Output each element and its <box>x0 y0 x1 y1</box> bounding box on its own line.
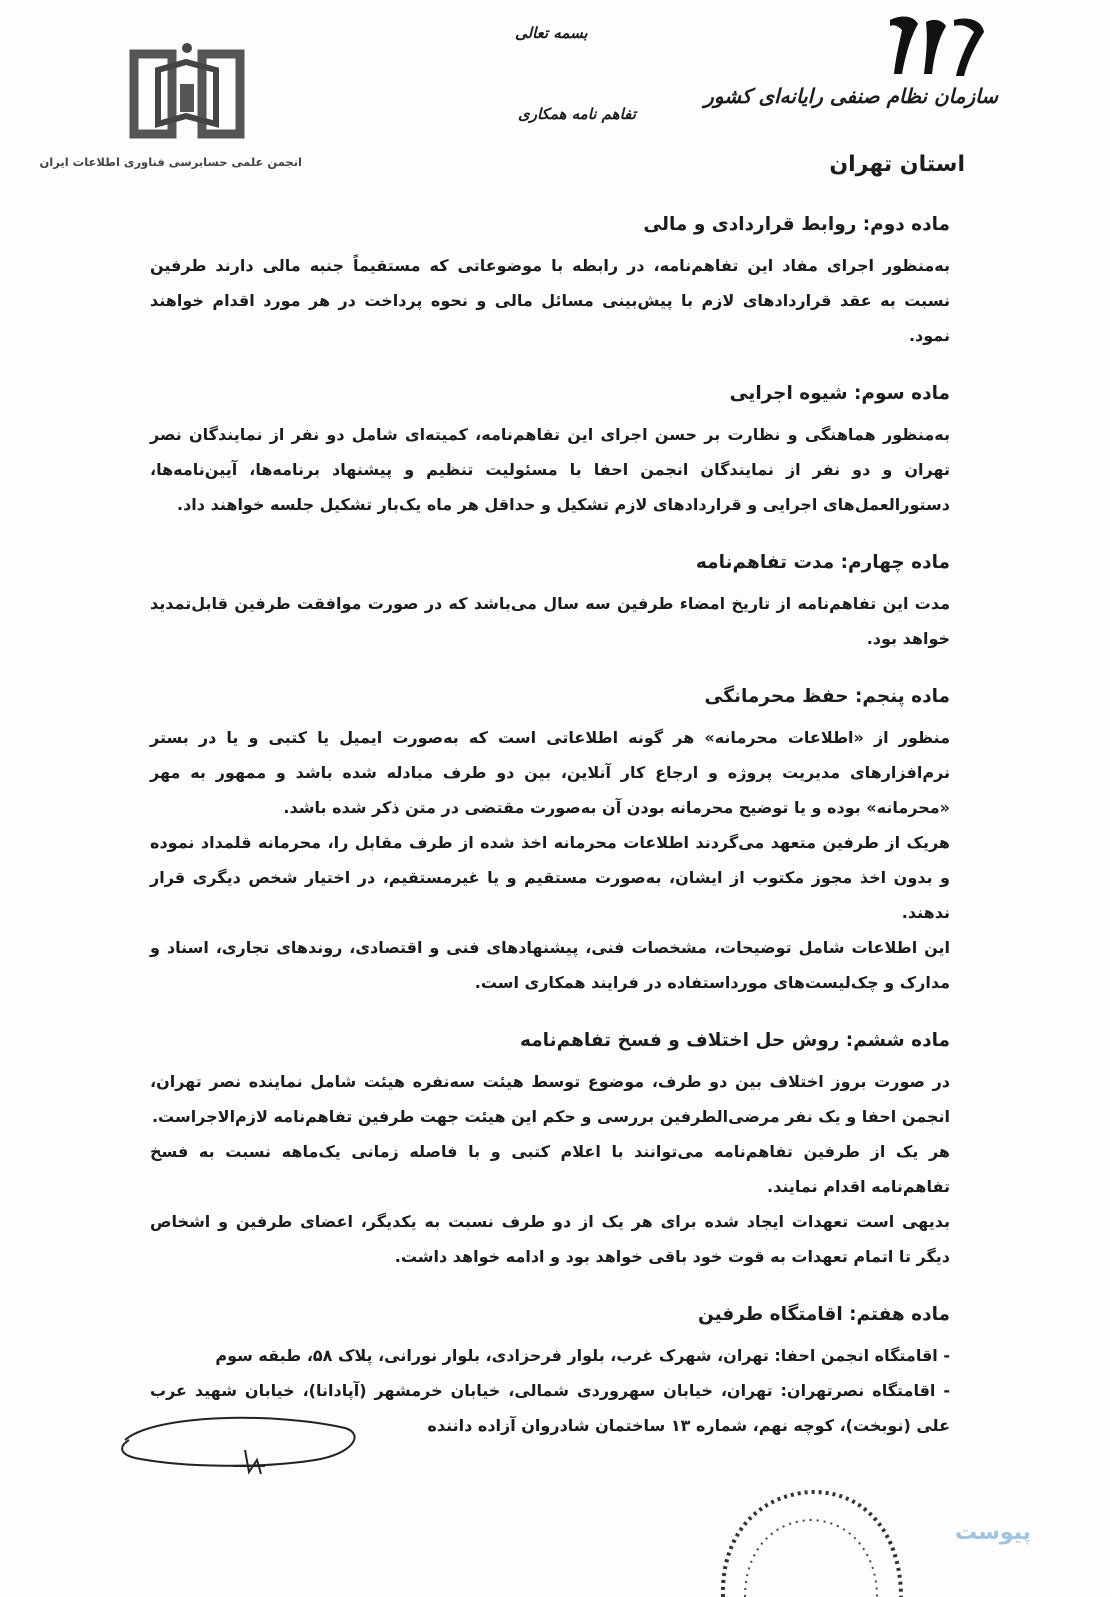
association-name: انجمن علمی حسابرسی فناوری اطلاعات ایران <box>39 155 302 169</box>
address-line: - اقامتگاه نصرتهران: تهران، خیابان سهروردی شمالی، خیابان خرمشهر (آپادانا)، خیابان شهید عرب علی (نوبخت)، کوچه نهم، شماره ۱۳ ساختمان شادروان آزاده داننده <box>150 1381 950 1435</box>
article-paragraph: به‌منظور اجرای مفاد این تفاهم‌نامه، در رابطه با موضوعاتی که مستقیماً جنبه مالی دارند طرفین نسبت به عقد قراردادهای لازم با پیش‌بینی مسائل مالی و نحوه پرداخت در هر مورد اقدام خواهند نمود. <box>150 256 950 345</box>
bismillah-heading: بسمه تعالی <box>515 24 588 42</box>
article-paragraph: به‌منظور هماهنگی و نظارت بر حسن اجرای این تفاهم‌نامه، کمیته‌ای شامل دو نفر از نمایندگان نصر تهران و دو نفر از نمایندگان انجمن احفا با مسئولیت تنظیم و پیشنهاد برنامه‌ها، آیین‌نامه‌ها، دستورالعمل‌های اجرایی و قراردادهای لازم تشکیل و حداقل هر ماه یک‌بار تشکیل جلسه خواهند داد. <box>150 425 950 514</box>
signature-icon <box>115 1410 365 1490</box>
article-2 <box>150 210 950 353</box>
province-name: استان تهران <box>829 152 965 177</box>
document-body <box>150 210 950 1469</box>
article-3 <box>150 379 950 522</box>
article-5 <box>150 682 950 1000</box>
watermark-logo: پیوست <box>955 1520 1031 1545</box>
article-title: ماده دوم: روابط قراردادی و مالی <box>643 214 950 235</box>
article-title: ماده هفتم: اقامتگاه طرفین <box>697 1304 950 1325</box>
article-title: ماده سوم: شیوه اجرایی <box>729 383 950 404</box>
article-title: ماده ششم: روش حل اختلاف و فسخ تفاهم‌نامه <box>520 1030 950 1051</box>
address-line: - اقامتگاه انجمن احفا: تهران، شهرک غرب، بلوار فرحزادی، بلوار نورانی، پلاک ۵۸، طبقه سوم <box>215 1346 950 1365</box>
article-paragraph: این اطلاعات شامل توضیحات، مشخصات فنی، پیشنهادهای فنی و اقتصادی، روندهای تجاری، اسناد و مدارک و چک‌لیست‌های مورداستفاده در فرایند همکاری است. <box>150 938 950 992</box>
association-logo-icon <box>128 40 246 148</box>
article-paragraph: بدیهی است تعهدات ایجاد شده برای هر یک از دو طرف نسبت به یکدیگر، اعضای طرفین و اشخاص دیگر تا اتمام تعهدات به قوت خود باقی خواهد بود و ادامه خواهد داشت. <box>150 1212 950 1266</box>
article-6 <box>150 1026 950 1274</box>
article-title: ماده پنجم: حفظ محرمانگی <box>704 686 950 707</box>
nasr-logo-icon <box>872 12 992 82</box>
article-title: ماده چهارم: مدت تفاهم‌نامه <box>695 552 950 573</box>
document-type-heading: تفاهم نامه همکاری <box>518 105 636 123</box>
stamp-icon <box>705 1478 915 1597</box>
article-paragraph: مدت این تفاهم‌نامه از تاریخ امضاء طرفین سه سال می‌باشد که در صورت موافقت طرفین قابل‌تمدید خواهد بود. <box>150 594 950 648</box>
organization-name: سازمان نظام صنفی رایانه‌ای کشور <box>704 84 998 108</box>
article-paragraph: در صورت بروز اختلاف بین دو طرف، موضوع توسط هیئت سه‌نفره هیئت شامل نماینده نصر تهران، انجمن احفا و یک نفر مرضی‌الطرفین بررسی و حکم این هیئت جهت طرفین تفاهم‌نامه لازم‌الاجراست. <box>150 1072 950 1126</box>
article-4 <box>150 548 950 656</box>
article-paragraph: هر یک از طرفین تفاهم‌نامه می‌توانند با اعلام کتبی و با فاصله زمانی یک‌ماهه نسبت به فسخ تفاهم‌نامه اقدام نمایند. <box>150 1142 950 1196</box>
article-paragraph: منظور از «اطلاعات محرمانه» هر گونه اطلاعاتی است که به‌صورت ایمیل یا کتبی و یا در بستر نرم‌افزارهای مدیریت پروژه و ارجاع کار آنلاین، بین دو طرف مبادله شده باشد و ممهور به مهر «محرمانه» بوده و یا توضیح محرمانه بودن آن به‌صورت مقتضی در متن ذکر شده باشد. <box>150 728 950 817</box>
article-paragraph: هریک از طرفین متعهد می‌گردند اطلاعات محرمانه اخذ شده از طرف مقابل را، محرمانه قلمداد نموده و بدون اخذ مجوز مکتوب از ایشان، به‌صورت مستقیم و یا غیرمستقیم، در اختیار شخص دیگری قرار ندهند. <box>150 833 950 922</box>
